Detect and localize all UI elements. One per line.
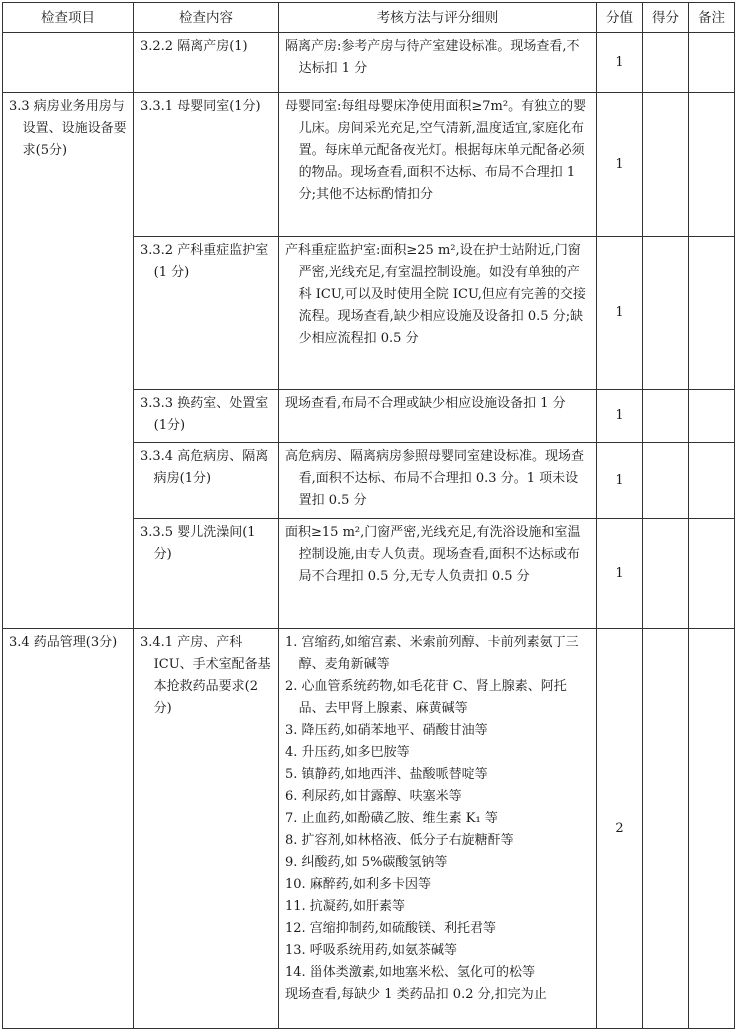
section-cell-3-3: 3.3 病房业务用房与设置、设施设备要求(5分) (3, 93, 134, 629)
score-cell: 2 (597, 629, 643, 1029)
content-cell: 3.3.4 高危病房、隔离病房(1分) (134, 443, 279, 519)
col-header-got: 得分 (643, 3, 689, 33)
list-item: 11. 抗凝药,如肝素等 (285, 899, 405, 914)
score-cell: 1 (597, 237, 643, 390)
list-item: 5. 镇静药,如地西泮、盐酸哌替啶等 (285, 767, 488, 782)
col-header-method: 考核方法与评分细则 (279, 3, 597, 33)
list-item: 2. 心血管系统药物,如毛花苷 C、肾上腺素、阿托品、去甲肾上腺素、麻黄碱等 (285, 679, 567, 716)
score-cell: 1 (597, 390, 643, 443)
item-cell (3, 33, 134, 93)
score-cell: 1 (597, 33, 643, 93)
got-cell (643, 93, 689, 237)
content-cell: 3.4.1 产房、产科 ICU、手术室配备基本抢救药品要求(2分) (134, 629, 279, 1029)
table-row (3, 93, 735, 237)
header-row (3, 3, 735, 33)
list-item: 4. 升压药,如多巴胺等 (285, 745, 410, 760)
content-cell: 3.3.5 婴儿洗澡间(1分) (134, 519, 279, 629)
note-cell (689, 519, 735, 629)
note-cell (689, 33, 735, 93)
method-cell: 产科重症监护室:面积≥25 m²,设在护士站附近,门窗严密,光线充足,有室温控制设施。如没有单独的产科 ICU,可以及时使用全院 ICU,但应有完善的交接流程。现场查看,缺少相应设施及设备扣 0.5 分;缺少相应流程扣 0.5 分 (279, 237, 597, 390)
content-cell: 3.3.3 换药室、处置室(1分) (134, 390, 279, 443)
method-cell: 母婴同室:每组母婴床净使用面积≥7m²。有独立的婴儿床。房间采光充足,空气清新,温度适宜,家庭化布置。每床单元配备夜光灯。根据每床单元配备必须的物品。现场查看,面积不达标、布局不合理扣 1分;其他不达标酌情扣分 (279, 93, 597, 237)
col-header-item: 检查项目 (3, 3, 134, 33)
content-cell: 3.2.2 隔离产房(1) (134, 33, 279, 93)
score-cell: 1 (597, 93, 643, 237)
note-cell (689, 390, 735, 443)
list-item: 12. 宫缩抑制药,如硫酸镁、利托君等 (285, 921, 496, 936)
list-item: 6. 利尿药,如甘露醇、呋塞米等 (285, 789, 462, 804)
got-cell (643, 237, 689, 390)
content-cell: 3.3.2 产科重症监护室(1 分) (134, 237, 279, 390)
list-item: 10. 麻醉药,如利多卡因等 (285, 877, 431, 892)
method-cell: 高危病房、隔离病房参照母婴同室建设标准。现场查看,面积不达标、布局不合理扣 0.3 分。1 项未设置扣 0.5 分 (279, 443, 597, 519)
list-item: 9. 纠酸药,如 5%碳酸氢钠等 (285, 855, 448, 870)
assessment-table (2, 2, 735, 1029)
score-cell: 1 (597, 519, 643, 629)
note-cell (689, 629, 735, 1029)
method-cell: 现场查看,布局不合理或缺少相应设施设备扣 1 分 (279, 390, 597, 443)
col-header-content: 检查内容 (134, 3, 279, 33)
method-cell: 面积≥15 m²,门窗严密,光线充足,有洗浴设施和室温控制设施,由专人负责。现场查看,面积不达标或布局不合理扣 0.5 分,无专人负责扣 0.5 分 (279, 519, 597, 629)
note-cell (689, 443, 735, 519)
got-cell (643, 390, 689, 443)
score-cell: 1 (597, 443, 643, 519)
got-cell (643, 629, 689, 1029)
section-cell-3-4: 3.4 药品管理(3分) (3, 629, 134, 1029)
col-header-score: 分值 (597, 3, 643, 33)
list-footer: 现场查看,每缺少 1 类药品扣 0.2 分,扣完为止 (285, 987, 547, 1002)
note-cell (689, 237, 735, 390)
note-cell (689, 93, 735, 237)
list-item: 3. 降压药,如硝苯地平、硝酸甘油等 (285, 723, 488, 738)
list-item: 14. 甾体类激素,如地塞米松、氢化可的松等 (285, 965, 535, 980)
list-item: 8. 扩容剂,如林格液、低分子右旋糖酐等 (285, 833, 514, 848)
got-cell (643, 33, 689, 93)
list-item: 7. 止血药,如酚磺乙胺、维生素 K₁ 等 (285, 811, 498, 826)
table-row (3, 629, 735, 1029)
content-cell: 3.3.1 母婴同室(1分) (134, 93, 279, 237)
got-cell (643, 443, 689, 519)
drug-list-cell (279, 629, 597, 1029)
table-row (3, 33, 735, 93)
list-item: 13. 呼吸系统用药,如氨茶碱等 (285, 943, 457, 958)
list-item: 1. 宫缩药,如缩宫素、米索前列醇、卡前列素氨丁三醇、麦角新碱等 (285, 635, 579, 672)
col-header-note: 备注 (689, 3, 735, 33)
method-cell: 隔离产房:参考产房与待产室建设标准。现场查看,不达标扣 1 分 (279, 33, 597, 93)
got-cell (643, 519, 689, 629)
